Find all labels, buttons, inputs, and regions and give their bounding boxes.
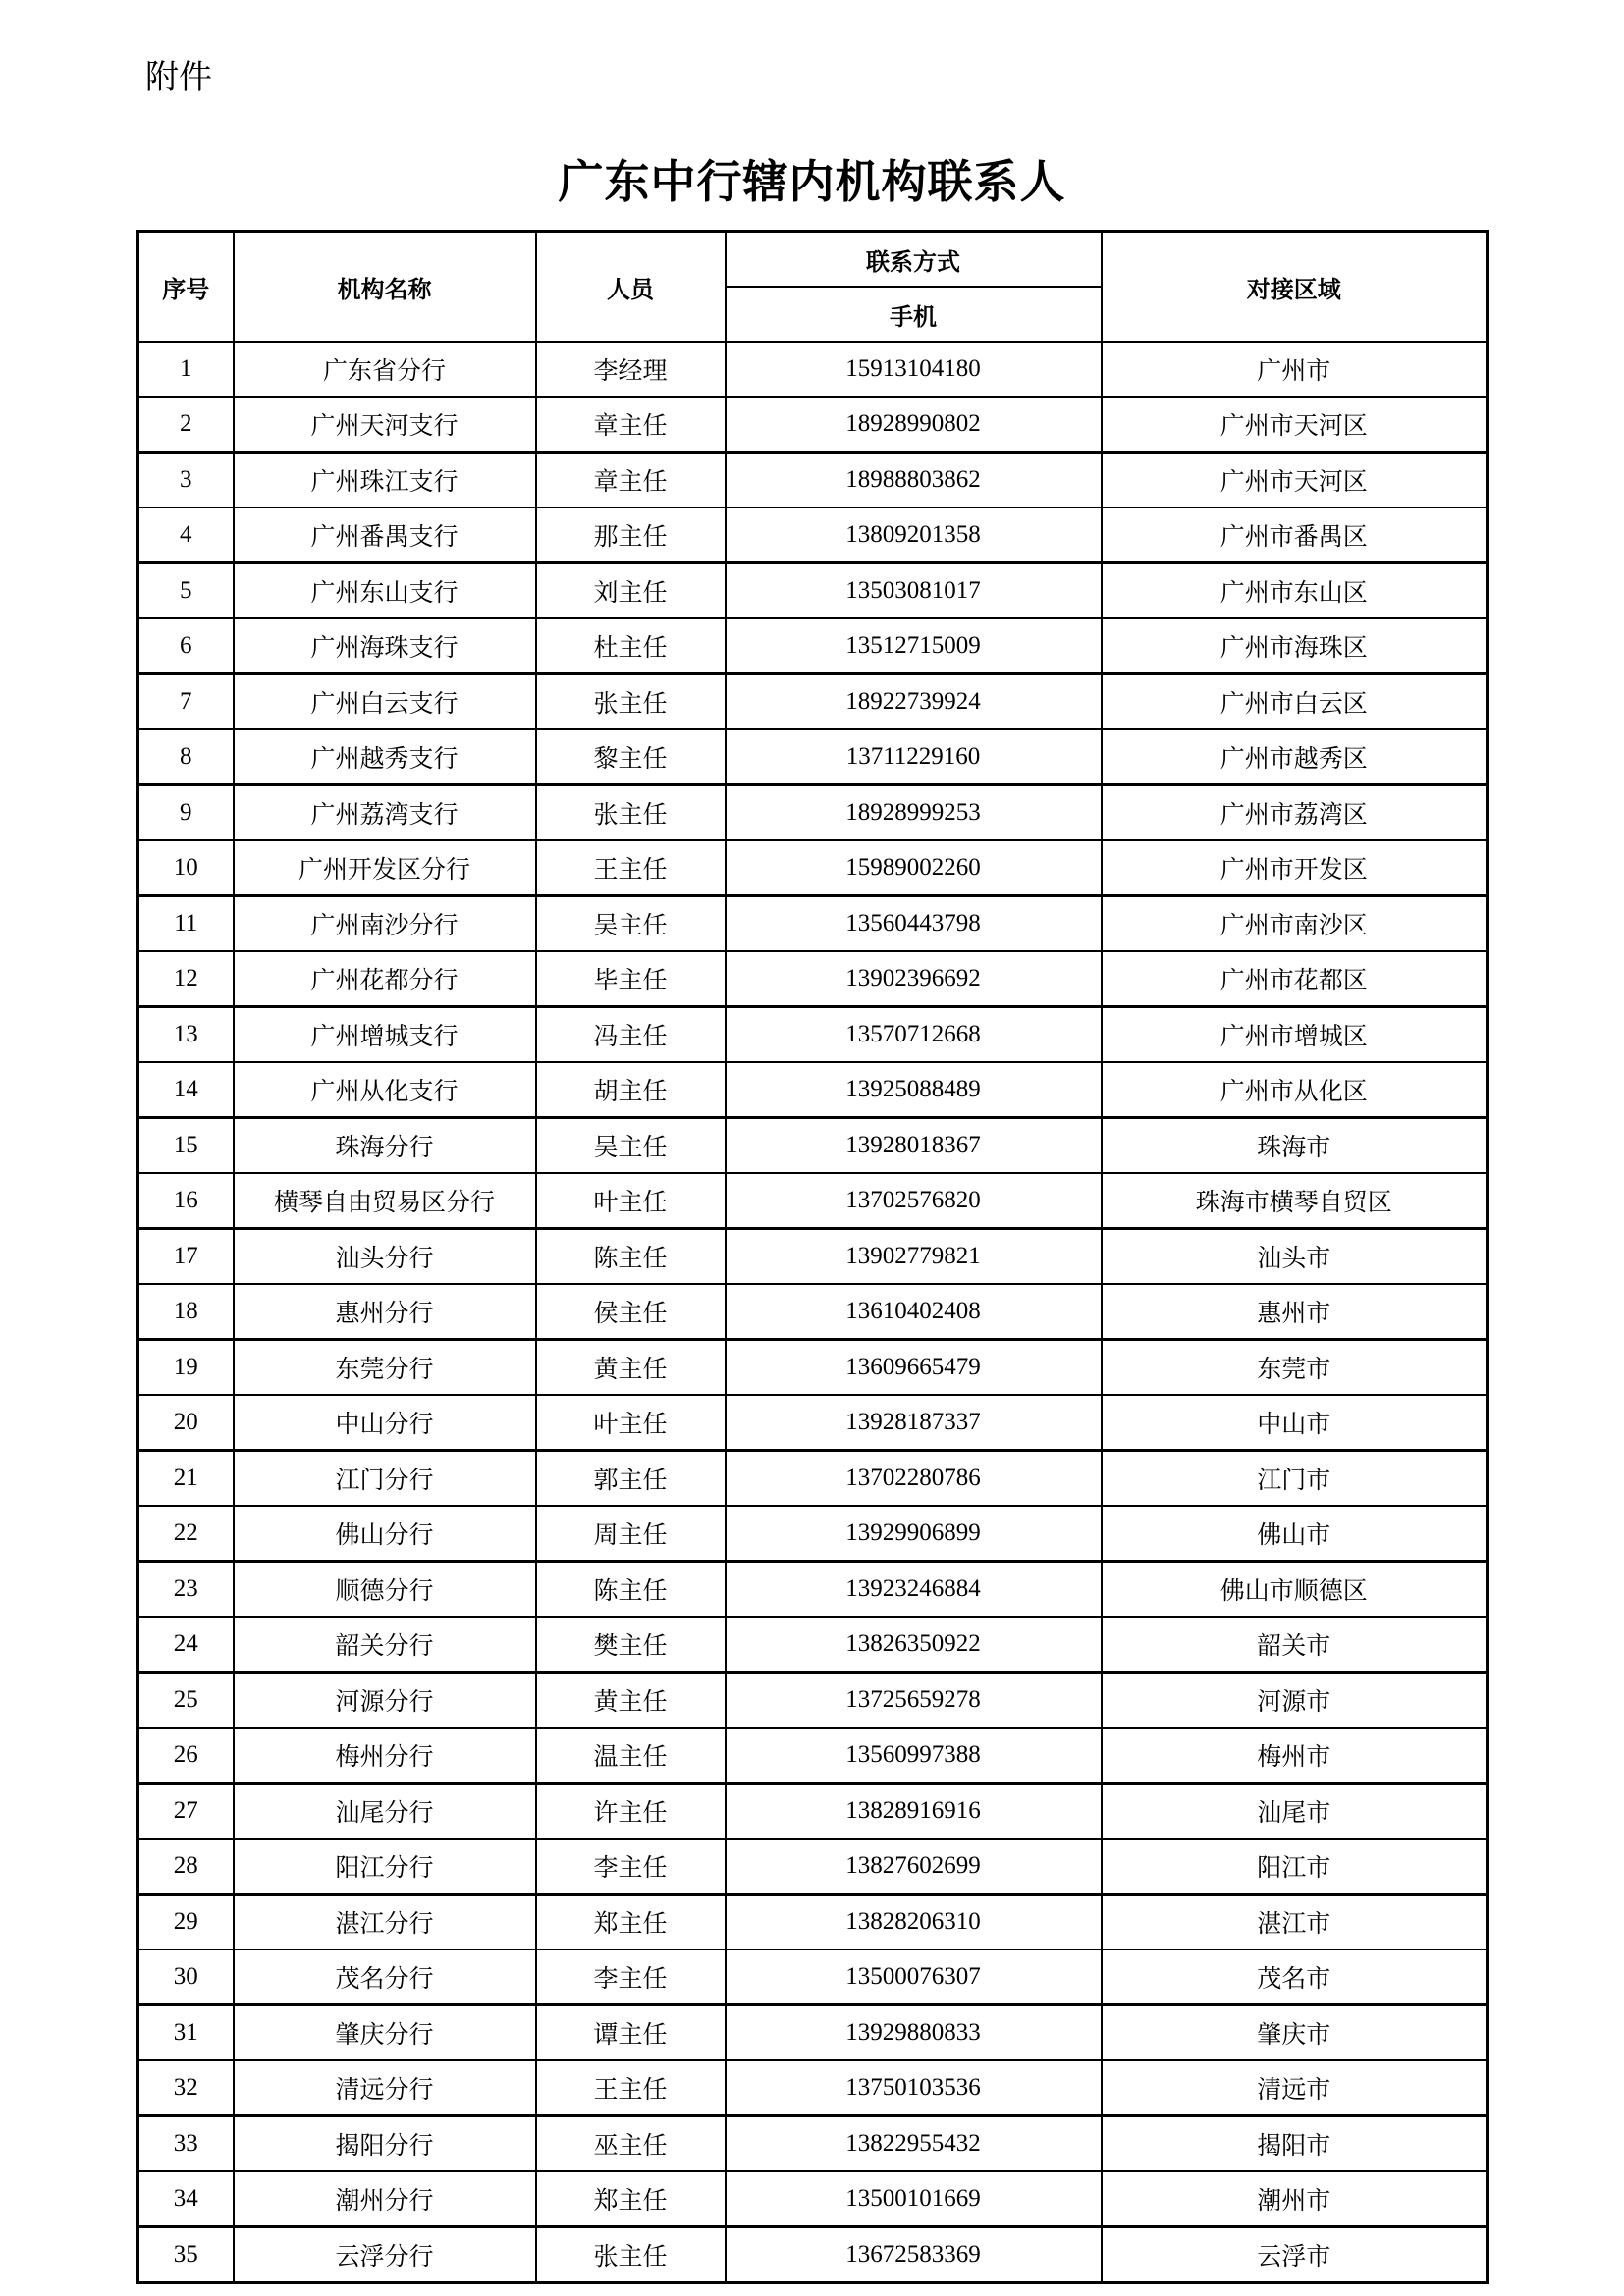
cell-area: 广州市越秀区 xyxy=(1102,729,1488,785)
cell-area: 广州市白云区 xyxy=(1102,674,1488,730)
cell-org-name: 湛江分行 xyxy=(234,1895,536,1950)
table-row xyxy=(138,2116,1488,2172)
cell-org-name: 中山分行 xyxy=(234,1395,536,1451)
table-row xyxy=(138,951,1488,1007)
table-row xyxy=(138,1562,1488,1618)
cell-phone: 13711229160 xyxy=(726,729,1102,785)
table-row xyxy=(138,453,1488,508)
cell-phone: 13725659278 xyxy=(726,1673,1102,1729)
cell-area: 惠州市 xyxy=(1102,1284,1488,1340)
cell-seq: 8 xyxy=(138,729,234,785)
cell-org-name: 汕头分行 xyxy=(234,1229,536,1285)
cell-seq: 14 xyxy=(138,1062,234,1118)
cell-phone: 13809201358 xyxy=(726,507,1102,563)
cell-seq: 5 xyxy=(138,563,234,619)
table-row xyxy=(138,729,1488,785)
cell-person: 谭主任 xyxy=(536,2005,726,2061)
cell-org-name: 韶关分行 xyxy=(234,1617,536,1673)
cell-area: 广州市荔湾区 xyxy=(1102,785,1488,841)
cell-org-name: 广州东山支行 xyxy=(234,563,536,619)
cell-seq: 25 xyxy=(138,1673,234,1729)
cell-area: 云浮市 xyxy=(1102,2227,1488,2283)
table-row xyxy=(138,1229,1488,1285)
cell-phone: 18928990802 xyxy=(726,397,1102,453)
table-row xyxy=(138,2060,1488,2116)
cell-person: 杜主任 xyxy=(536,618,726,674)
cell-area: 珠海市横琴自贸区 xyxy=(1102,1173,1488,1229)
cell-person: 吴主任 xyxy=(536,1118,726,1174)
cell-seq: 24 xyxy=(138,1617,234,1673)
cell-phone: 18922739924 xyxy=(726,674,1102,730)
cell-area: 广州市天河区 xyxy=(1102,397,1488,453)
cell-phone: 13702576820 xyxy=(726,1173,1102,1229)
cell-seq: 23 xyxy=(138,1562,234,1618)
cell-area: 珠海市 xyxy=(1102,1118,1488,1174)
table-row xyxy=(138,1728,1488,1784)
cell-phone: 13828206310 xyxy=(726,1895,1102,1950)
cell-org-name: 广东省分行 xyxy=(234,342,536,397)
cell-org-name: 广州番禺支行 xyxy=(234,507,536,563)
cell-person: 李主任 xyxy=(536,1839,726,1895)
table-row xyxy=(138,397,1488,453)
cell-org-name: 肇庆分行 xyxy=(234,2005,536,2061)
cell-org-name: 广州珠江支行 xyxy=(234,453,536,508)
cell-person: 章主任 xyxy=(536,453,726,508)
cell-seq: 28 xyxy=(138,1839,234,1895)
cell-seq: 26 xyxy=(138,1728,234,1784)
cell-seq: 4 xyxy=(138,507,234,563)
cell-person: 黄主任 xyxy=(536,1340,726,1396)
cell-phone: 13822955432 xyxy=(726,2116,1102,2172)
cell-seq: 1 xyxy=(138,342,234,397)
table-row xyxy=(138,1284,1488,1340)
cell-seq: 30 xyxy=(138,1949,234,2005)
cell-area: 清远市 xyxy=(1102,2060,1488,2116)
table-row xyxy=(138,2171,1488,2227)
table-row xyxy=(138,1451,1488,1507)
table-row xyxy=(138,1340,1488,1396)
cell-area: 潮州市 xyxy=(1102,2171,1488,2227)
contacts-table xyxy=(136,230,1489,2284)
table-row xyxy=(138,507,1488,563)
cell-phone: 13928187337 xyxy=(726,1395,1102,1451)
cell-person: 冯主任 xyxy=(536,1007,726,1063)
cell-org-name: 广州越秀支行 xyxy=(234,729,536,785)
cell-person: 章主任 xyxy=(536,397,726,453)
cell-org-name: 惠州分行 xyxy=(234,1284,536,1340)
cell-area: 佛山市 xyxy=(1102,1506,1488,1562)
cell-org-name: 广州海珠支行 xyxy=(234,618,536,674)
header-org: 机构名称 xyxy=(234,232,536,343)
cell-seq: 17 xyxy=(138,1229,234,1285)
cell-person: 叶主任 xyxy=(536,1173,726,1229)
cell-org-name: 汕尾分行 xyxy=(234,1784,536,1840)
cell-phone: 13702280786 xyxy=(726,1451,1102,1507)
cell-phone: 15913104180 xyxy=(726,342,1102,397)
cell-org-name: 梅州分行 xyxy=(234,1728,536,1784)
table-row xyxy=(138,1173,1488,1229)
cell-seq: 9 xyxy=(138,785,234,841)
cell-area: 揭阳市 xyxy=(1102,2116,1488,2172)
cell-phone: 13503081017 xyxy=(726,563,1102,619)
cell-org-name: 揭阳分行 xyxy=(234,2116,536,2172)
header-phone: 手机 xyxy=(726,287,1102,342)
cell-phone: 13500101669 xyxy=(726,2171,1102,2227)
cell-seq: 20 xyxy=(138,1395,234,1451)
cell-phone: 13570712668 xyxy=(726,1007,1102,1063)
cell-person: 樊主任 xyxy=(536,1617,726,1673)
cell-person: 巫主任 xyxy=(536,2116,726,2172)
cell-org-name: 广州开发区分行 xyxy=(234,840,536,896)
cell-phone: 13826350922 xyxy=(726,1617,1102,1673)
cell-phone: 13610402408 xyxy=(726,1284,1102,1340)
header-contact-group: 联系方式 xyxy=(726,232,1102,288)
cell-seq: 2 xyxy=(138,397,234,453)
table-row xyxy=(138,342,1488,397)
cell-seq: 34 xyxy=(138,2171,234,2227)
table-header xyxy=(138,232,1488,343)
cell-area: 韶关市 xyxy=(1102,1617,1488,1673)
cell-person: 周主任 xyxy=(536,1506,726,1562)
attachment-label: 附件 xyxy=(145,58,212,97)
cell-org-name: 广州天河支行 xyxy=(234,397,536,453)
cell-area: 肇庆市 xyxy=(1102,2005,1488,2061)
cell-phone: 13929906899 xyxy=(726,1506,1102,1562)
cell-area: 阳江市 xyxy=(1102,1839,1488,1895)
cell-area: 广州市海珠区 xyxy=(1102,618,1488,674)
table-row xyxy=(138,1673,1488,1729)
cell-seq: 32 xyxy=(138,2060,234,2116)
table-body xyxy=(138,342,1488,2283)
table-row xyxy=(138,1395,1488,1451)
cell-area: 江门市 xyxy=(1102,1451,1488,1507)
cell-person: 郑主任 xyxy=(536,2171,726,2227)
cell-org-name: 清远分行 xyxy=(234,2060,536,2116)
cell-org-name: 佛山分行 xyxy=(234,1506,536,1562)
cell-org-name: 珠海分行 xyxy=(234,1118,536,1174)
table-row xyxy=(138,2005,1488,2061)
cell-phone: 13827602699 xyxy=(726,1839,1102,1895)
table-row xyxy=(138,1118,1488,1174)
table-row xyxy=(138,840,1488,896)
cell-org-name: 河源分行 xyxy=(234,1673,536,1729)
cell-org-name: 广州增城支行 xyxy=(234,1007,536,1063)
cell-org-name: 横琴自由贸易区分行 xyxy=(234,1173,536,1229)
cell-person: 张主任 xyxy=(536,2227,726,2283)
cell-area: 中山市 xyxy=(1102,1395,1488,1451)
table-row xyxy=(138,1895,1488,1950)
cell-phone: 13560443798 xyxy=(726,896,1102,952)
header-area: 对接区域 xyxy=(1102,232,1488,343)
cell-person: 黎主任 xyxy=(536,729,726,785)
cell-seq: 6 xyxy=(138,618,234,674)
table-row xyxy=(138,1617,1488,1673)
cell-area: 广州市天河区 xyxy=(1102,453,1488,508)
cell-person: 王主任 xyxy=(536,2060,726,2116)
cell-seq: 7 xyxy=(138,674,234,730)
cell-person: 许主任 xyxy=(536,1784,726,1840)
cell-org-name: 潮州分行 xyxy=(234,2171,536,2227)
cell-area: 茂名市 xyxy=(1102,1949,1488,2005)
table-row xyxy=(138,1506,1488,1562)
table-row xyxy=(138,1062,1488,1118)
table-row xyxy=(138,2227,1488,2283)
cell-seq: 22 xyxy=(138,1506,234,1562)
cell-seq: 21 xyxy=(138,1451,234,1507)
cell-seq: 27 xyxy=(138,1784,234,1840)
cell-person: 李主任 xyxy=(536,1949,726,2005)
cell-org-name: 广州从化支行 xyxy=(234,1062,536,1118)
cell-area: 广州市增城区 xyxy=(1102,1007,1488,1063)
cell-person: 张主任 xyxy=(536,785,726,841)
cell-phone: 13750103536 xyxy=(726,2060,1102,2116)
cell-org-name: 茂名分行 xyxy=(234,1949,536,2005)
header-person: 人员 xyxy=(536,232,726,343)
cell-phone: 13500076307 xyxy=(726,1949,1102,2005)
cell-seq: 10 xyxy=(138,840,234,896)
cell-phone: 13929880833 xyxy=(726,2005,1102,2061)
cell-person: 陈主任 xyxy=(536,1562,726,1618)
cell-person: 黄主任 xyxy=(536,1673,726,1729)
table-row xyxy=(138,1949,1488,2005)
cell-person: 叶主任 xyxy=(536,1395,726,1451)
cell-seq: 18 xyxy=(138,1284,234,1340)
cell-phone: 13828916916 xyxy=(726,1784,1102,1840)
cell-area: 广州市开发区 xyxy=(1102,840,1488,896)
cell-person: 刘主任 xyxy=(536,563,726,619)
cell-phone: 13923246884 xyxy=(726,1562,1102,1618)
cell-phone: 18988803862 xyxy=(726,453,1102,508)
cell-person: 胡主任 xyxy=(536,1062,726,1118)
cell-org-name: 东莞分行 xyxy=(234,1340,536,1396)
cell-org-name: 广州花都分行 xyxy=(234,951,536,1007)
cell-phone: 13609665479 xyxy=(726,1340,1102,1396)
cell-org-name: 广州荔湾支行 xyxy=(234,785,536,841)
table-row xyxy=(138,1784,1488,1840)
cell-person: 郑主任 xyxy=(536,1895,726,1950)
table-row xyxy=(138,896,1488,952)
table-row xyxy=(138,1007,1488,1063)
cell-person: 李经理 xyxy=(536,342,726,397)
cell-phone: 13928018367 xyxy=(726,1118,1102,1174)
cell-person: 张主任 xyxy=(536,674,726,730)
cell-seq: 31 xyxy=(138,2005,234,2061)
cell-org-name: 顺德分行 xyxy=(234,1562,536,1618)
cell-org-name: 阳江分行 xyxy=(234,1839,536,1895)
cell-area: 汕头市 xyxy=(1102,1229,1488,1285)
cell-phone: 15989002260 xyxy=(726,840,1102,896)
cell-seq: 3 xyxy=(138,453,234,508)
cell-phone: 13902779821 xyxy=(726,1229,1102,1285)
cell-area: 汕尾市 xyxy=(1102,1784,1488,1840)
cell-person: 毕主任 xyxy=(536,951,726,1007)
cell-phone: 13560997388 xyxy=(726,1728,1102,1784)
cell-area: 广州市南沙区 xyxy=(1102,896,1488,952)
cell-org-name: 广州白云支行 xyxy=(234,674,536,730)
cell-seq: 11 xyxy=(138,896,234,952)
table-row xyxy=(138,563,1488,619)
cell-person: 吴主任 xyxy=(536,896,726,952)
cell-person: 陈主任 xyxy=(536,1229,726,1285)
cell-area: 湛江市 xyxy=(1102,1895,1488,1950)
cell-person: 郭主任 xyxy=(536,1451,726,1507)
cell-org-name: 云浮分行 xyxy=(234,2227,536,2283)
cell-area: 河源市 xyxy=(1102,1673,1488,1729)
cell-seq: 33 xyxy=(138,2116,234,2172)
header-seq: 序号 xyxy=(138,232,234,343)
cell-org-name: 江门分行 xyxy=(234,1451,536,1507)
cell-area: 广州市番禺区 xyxy=(1102,507,1488,563)
table-row xyxy=(138,1839,1488,1895)
table-row xyxy=(138,785,1488,841)
cell-seq: 35 xyxy=(138,2227,234,2283)
cell-person: 温主任 xyxy=(536,1728,726,1784)
cell-person: 王主任 xyxy=(536,840,726,896)
cell-seq: 16 xyxy=(138,1173,234,1229)
cell-phone: 13512715009 xyxy=(726,618,1102,674)
cell-area: 佛山市顺德区 xyxy=(1102,1562,1488,1618)
cell-area: 广州市从化区 xyxy=(1102,1062,1488,1118)
cell-person: 侯主任 xyxy=(536,1284,726,1340)
document-title: 广东中行辖内机构联系人 xyxy=(558,155,1066,208)
cell-person: 那主任 xyxy=(536,507,726,563)
cell-org-name: 广州南沙分行 xyxy=(234,896,536,952)
cell-phone: 13672583369 xyxy=(726,2227,1102,2283)
cell-area: 梅州市 xyxy=(1102,1728,1488,1784)
cell-seq: 12 xyxy=(138,951,234,1007)
cell-seq: 29 xyxy=(138,1895,234,1950)
table-row xyxy=(138,674,1488,730)
cell-area: 广州市东山区 xyxy=(1102,563,1488,619)
cell-area: 广州市 xyxy=(1102,342,1488,397)
cell-phone: 18928999253 xyxy=(726,785,1102,841)
table-row xyxy=(138,618,1488,674)
cell-seq: 15 xyxy=(138,1118,234,1174)
cell-area: 广州市花都区 xyxy=(1102,951,1488,1007)
cell-phone: 13925088489 xyxy=(726,1062,1102,1118)
cell-seq: 19 xyxy=(138,1340,234,1396)
cell-phone: 13902396692 xyxy=(726,951,1102,1007)
cell-seq: 13 xyxy=(138,1007,234,1063)
cell-area: 东莞市 xyxy=(1102,1340,1488,1396)
